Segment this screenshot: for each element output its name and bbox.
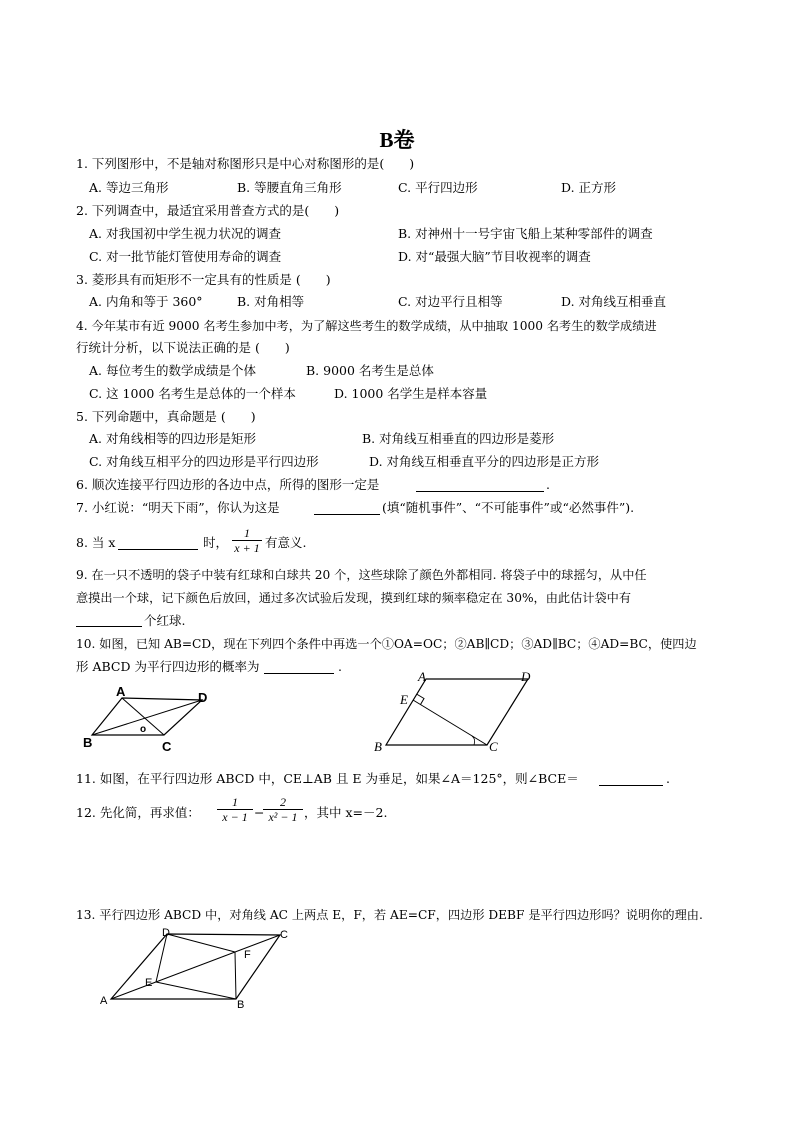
q11-label-b: B xyxy=(374,739,382,754)
q12-fraction-2 xyxy=(263,795,303,824)
q9-line2: 意摸出一个球，记下颜色后放回，通过多次试验后发现，摸到红球的频率稳定在 30%，由此估计袋中有 xyxy=(76,591,632,605)
q7-text-post: (填“随机事件”、“不可能事件”或“必然事件”). xyxy=(382,500,635,515)
q10-line2: 形 ABCD 为平行四边形的概率为 xyxy=(76,659,260,674)
q11-parallelogram-outline xyxy=(386,679,528,745)
q9-answer-blank xyxy=(76,626,142,627)
q11-label-a: A xyxy=(418,669,426,684)
q13-label-f: F xyxy=(244,949,251,961)
q11-label-d: D xyxy=(521,669,531,684)
q10-label-b: B xyxy=(83,735,93,750)
q2-option-d: D. 对“最强大脑”节目收视率的调查 xyxy=(398,249,591,264)
q11-answer-blank xyxy=(599,785,663,786)
q8-text-post: 有意义. xyxy=(265,535,307,550)
q13-label-e: E xyxy=(145,977,153,989)
q13-segment-fd xyxy=(167,934,235,952)
q5-stem: 5. 下列命题中，真命题是 ( ) xyxy=(76,409,256,424)
q13-parallelogram-figure xyxy=(98,922,298,1012)
q8-fraction-numerator: 1 xyxy=(232,526,262,541)
q11-text: 11. 如图，在平行四边形 ABCD 中，CE⊥AB 且 E 为垂足，如果∠A＝125°，则∠BCE＝ xyxy=(76,771,579,786)
q4-option-b: B. 9000 名考生是总体 xyxy=(306,363,434,378)
q12-fraction-1-denominator: x − 1 xyxy=(222,810,248,824)
q8-fraction xyxy=(232,526,262,555)
q12-fraction-1 xyxy=(217,795,253,824)
q3-option-c: C. 对边平行且相等 xyxy=(398,294,503,309)
page-title: B卷 xyxy=(379,128,415,152)
q9-line3: 个红球. xyxy=(144,613,186,628)
q10-period: . xyxy=(338,659,342,674)
q2-option-c: C. 对一批节能灯管使用寿命的调查 xyxy=(89,249,282,264)
q1-option-d: D. 正方形 xyxy=(561,180,617,195)
q13-label-d: D xyxy=(162,927,170,939)
q5-option-b: B. 对角线互相垂直的四边形是菱形 xyxy=(362,431,555,446)
q1-option-a: A. 等边三角形 xyxy=(89,180,169,195)
q13-segment-eb xyxy=(156,982,236,999)
q3-option-a: A. 内角和等于 360° xyxy=(89,294,203,309)
q13-segment-bf xyxy=(235,952,236,999)
q11-period: . xyxy=(666,771,670,786)
q11-parallelogram-figure xyxy=(370,668,540,758)
q8-fraction-denominator: x + 1 xyxy=(234,541,260,555)
q11-label-e: E xyxy=(400,692,408,707)
q11-label-c: C xyxy=(489,739,498,754)
q10-line1: 10. 如图，已知 AB=CD，现在下列四个条件中再选一个①OA=OC；②AB∥CD；③AD∥BC；④AD=BC，使四边 xyxy=(76,637,697,651)
q10-diagonal-bd xyxy=(92,700,202,735)
q4-stem-line1: 4. 今年某市有近 9000 名考生参加中考，为了解这些考生的数学成绩，从中抽取 1000 名考生的数学成绩进 xyxy=(76,319,657,333)
q4-option-a: A. 每位考生的数学成绩是个体 xyxy=(89,363,256,378)
q13-label-b: B xyxy=(237,999,245,1011)
q11-perpendicular-ce xyxy=(413,700,487,745)
q10-label-c: C xyxy=(162,739,172,754)
q5-option-c: C. 对角线互相平分的四边形是平行四边形 xyxy=(89,454,319,469)
q8-answer-blank xyxy=(118,549,198,550)
q9-line1: 9. 在一只不透明的袋子中装有红球和白球共 20 个，这些球除了颜色外都相同. 将袋子中的球摇匀，从中任 xyxy=(76,568,647,582)
q4-stem-line2: 行统计分析，以下说法正确的是 ( ) xyxy=(76,340,290,355)
q13-text: 13. 平行四边形 ABCD 中，对角线 AC 上两点 E，F，若 AE=CF，四边形 DEBF 是平行四边形吗？说明你的理由. xyxy=(76,908,703,922)
q12-minus: − xyxy=(254,805,265,820)
q3-stem: 3. 菱形具有而矩形不一定具有的性质是 ( ) xyxy=(76,272,331,287)
q1-option-b: B. 等腰直角三角形 xyxy=(237,180,342,195)
q12-text-pre: 12. 先化简，再求值： xyxy=(76,805,200,820)
q7-answer-blank xyxy=(314,514,380,515)
q6-period: . xyxy=(546,477,550,492)
q1-option-c: C. 平行四边形 xyxy=(398,180,478,195)
q2-option-a: A. 对我国初中学生视力状况的调查 xyxy=(89,226,281,241)
q3-option-d: D. 对角线互相垂直 xyxy=(561,294,667,309)
q3-option-b: B. 对角相等 xyxy=(237,294,305,309)
q10-answer-blank xyxy=(264,673,334,674)
q13-label-c: C xyxy=(280,929,288,941)
q2-option-b: B. 对神州十一号宇宙飞船上某种零部件的调查 xyxy=(398,226,653,241)
q7-text-pre: 7. 小红说：“明天下雨”，你认为这是 xyxy=(76,500,280,515)
q5-option-a: A. 对角线相等的四边形是矩形 xyxy=(89,431,256,446)
q8-text-mid: 时， xyxy=(203,535,229,550)
q10-label-o: o xyxy=(140,724,147,735)
q4-option-d: D. 1000 名学生是样本容量 xyxy=(334,386,488,401)
q1-stem: 1. 下列图形中，不是轴对称图形只是中心对称图形的是( ) xyxy=(76,156,415,171)
q10-label-d: D xyxy=(198,690,208,705)
q6-text: 6. 顺次连接平行四边形的各边中点，所得的图形一定是 xyxy=(76,477,380,492)
q5-option-d: D. 对角线互相垂直平分的四边形是正方形 xyxy=(369,454,600,469)
q12-text-post: ，其中 x=－2. xyxy=(304,805,388,820)
q13-diagonal-ac xyxy=(111,935,280,999)
q12-fraction-2-numerator: 2 xyxy=(263,795,303,810)
q6-answer-blank xyxy=(416,491,544,492)
q10-label-a: A xyxy=(116,684,126,699)
q12-fraction-1-numerator: 1 xyxy=(217,795,253,810)
q4-option-c: C. 这 1000 名考生是总体的一个样本 xyxy=(89,386,296,401)
q10-parallelogram-figure xyxy=(80,685,220,755)
q2-stem: 2. 下列调查中，最适宜采用普查方式的是( ) xyxy=(76,203,340,218)
q13-label-a: A xyxy=(100,995,108,1007)
q8-text-pre: 8. 当 x xyxy=(76,535,116,550)
q12-fraction-2-denominator: x² − 1 xyxy=(268,810,298,824)
